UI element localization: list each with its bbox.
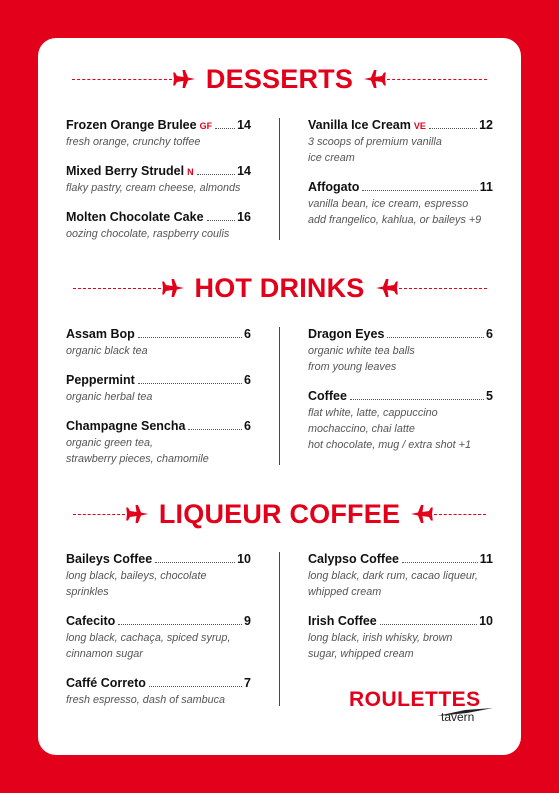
item-price: 6 bbox=[244, 419, 251, 433]
item-desc: hot chocolate, mug / extra shot +1 bbox=[308, 439, 471, 451]
dot-leader bbox=[429, 128, 477, 129]
menu-item bbox=[308, 118, 493, 166]
menu-item bbox=[66, 676, 251, 708]
menu-item bbox=[66, 118, 251, 150]
menu-item bbox=[308, 614, 493, 662]
item-desc: ice cream bbox=[308, 152, 355, 164]
airplane-icon bbox=[410, 502, 434, 526]
column-divider bbox=[279, 552, 280, 706]
liqueur-coffee-right-column bbox=[308, 552, 493, 676]
section-title-text: LIQUEUR COFFEE bbox=[158, 498, 401, 529]
dot-leader bbox=[149, 686, 242, 687]
item-desc: long black, baileys, chocolate bbox=[66, 570, 207, 582]
dot-leader bbox=[138, 337, 242, 338]
column-divider bbox=[279, 118, 280, 240]
menu-item bbox=[308, 389, 493, 453]
menu-item bbox=[66, 373, 251, 405]
desserts-right-column bbox=[308, 118, 493, 242]
menu-item bbox=[66, 164, 251, 196]
item-name: Baileys Coffee bbox=[66, 552, 153, 566]
item-price: 14 bbox=[237, 164, 251, 178]
dot-leader bbox=[197, 174, 236, 175]
logo-main-text: ROULETTES bbox=[349, 688, 481, 711]
item-name: Dragon Eyes bbox=[308, 327, 385, 341]
item-desc: fresh orange, crunchy toffee bbox=[66, 136, 201, 148]
item-desc: add frangelico, kahlua, or baileys +9 bbox=[308, 214, 482, 226]
item-price: 10 bbox=[237, 552, 251, 566]
liqueur-coffee-left-column bbox=[66, 552, 251, 722]
menu-item bbox=[66, 210, 251, 242]
column-divider bbox=[279, 327, 280, 465]
item-price: 6 bbox=[244, 327, 251, 341]
item-name: Peppermint bbox=[66, 373, 135, 387]
item-desc: long black, cachaça, spiced syrup, bbox=[66, 632, 231, 644]
item-name: Coffee bbox=[308, 389, 347, 403]
dashed-line bbox=[387, 79, 487, 80]
item-desc: fresh espresso, dash of sambuca bbox=[66, 694, 226, 706]
item-desc: cinnamon sugar bbox=[66, 648, 143, 660]
item-price: 12 bbox=[479, 118, 493, 132]
item-price: 5 bbox=[486, 389, 493, 403]
item-name: Mixed Berry Strudel bbox=[66, 164, 185, 178]
roulettes-tavern-logo bbox=[349, 688, 499, 730]
item-price: 7 bbox=[244, 676, 251, 690]
menu-item bbox=[66, 552, 251, 600]
item-price: 11 bbox=[479, 180, 493, 194]
dot-leader bbox=[155, 562, 235, 563]
airplane-icon bbox=[125, 502, 149, 526]
menu-item bbox=[308, 180, 493, 228]
item-name: Calypso Coffee bbox=[308, 552, 399, 566]
item-name: Vanilla Ice Cream bbox=[308, 118, 411, 132]
item-price: 10 bbox=[479, 614, 493, 628]
item-desc: sprinkles bbox=[66, 586, 109, 598]
menu-item bbox=[308, 327, 493, 375]
item-desc: 3 scoops of premium vanilla bbox=[308, 136, 442, 148]
airplane-icon bbox=[375, 276, 399, 300]
hot-drinks-left-column bbox=[66, 327, 251, 481]
item-desc: organic black tea bbox=[66, 345, 148, 357]
item-name: Champagne Sencha bbox=[66, 419, 186, 433]
dietary-tag: N bbox=[187, 167, 194, 177]
item-name: Frozen Orange Brulee bbox=[66, 118, 197, 132]
item-desc: long black, irish whisky, brown bbox=[308, 632, 453, 644]
item-name: Molten Chocolate Cake bbox=[66, 210, 204, 224]
item-price: 9 bbox=[244, 614, 251, 628]
dot-leader bbox=[350, 399, 484, 400]
dashed-line bbox=[73, 288, 161, 289]
desserts-left-column bbox=[66, 118, 251, 256]
section-title-text: HOT DRINKS bbox=[194, 272, 365, 303]
airplane-icon bbox=[172, 67, 196, 91]
dashed-line bbox=[399, 288, 487, 289]
item-desc: strawberry pieces, chamomile bbox=[66, 453, 209, 465]
item-name: Caffé Correto bbox=[66, 676, 146, 690]
dot-leader bbox=[138, 383, 242, 384]
item-name: Assam Bop bbox=[66, 327, 135, 341]
item-desc: organic herbal tea bbox=[66, 391, 153, 403]
section-title-text: DESSERTS bbox=[205, 63, 354, 94]
dot-leader bbox=[402, 562, 478, 563]
item-desc: flaky pastry, cream cheese, almonds bbox=[66, 182, 241, 194]
item-desc: organic white tea balls bbox=[308, 345, 415, 357]
dot-leader bbox=[362, 190, 477, 191]
dot-leader bbox=[118, 624, 242, 625]
section-title-desserts bbox=[38, 62, 521, 96]
menu-item bbox=[66, 419, 251, 467]
logo-sub-text: tavern bbox=[441, 710, 475, 724]
item-price: 11 bbox=[479, 552, 493, 566]
section-title-liqueur-coffee bbox=[38, 497, 521, 531]
item-desc: whipped cream bbox=[308, 586, 382, 598]
dot-leader bbox=[380, 624, 477, 625]
item-desc: mochaccino, chai latte bbox=[308, 423, 415, 435]
dashed-line bbox=[72, 79, 172, 80]
item-price: 14 bbox=[237, 118, 251, 132]
dietary-tag: GF bbox=[199, 121, 213, 131]
item-name: Irish Coffee bbox=[308, 614, 377, 628]
item-desc: vanilla bean, ice cream, espresso bbox=[308, 198, 469, 210]
menu-item bbox=[66, 614, 251, 662]
dot-leader bbox=[387, 337, 484, 338]
menu-card bbox=[38, 38, 521, 755]
airplane-icon bbox=[161, 276, 185, 300]
dietary-tag: VE bbox=[413, 121, 426, 131]
item-desc: oozing chocolate, raspberry coulis bbox=[66, 228, 230, 240]
hot-drinks-right-column bbox=[308, 327, 493, 467]
item-price: 16 bbox=[237, 210, 251, 224]
item-price: 6 bbox=[244, 373, 251, 387]
dot-leader bbox=[215, 128, 235, 129]
airplane-icon bbox=[363, 67, 387, 91]
item-price: 6 bbox=[486, 327, 493, 341]
item-name: Affogato bbox=[308, 180, 360, 194]
item-desc: flat white, latte, cappuccino bbox=[308, 407, 438, 419]
dashed-line bbox=[73, 514, 125, 515]
item-desc: sugar, whipped cream bbox=[308, 648, 414, 660]
item-name: Cafecito bbox=[66, 614, 116, 628]
item-desc: from young leaves bbox=[308, 361, 397, 373]
menu-item bbox=[66, 327, 251, 359]
dot-leader bbox=[207, 220, 236, 221]
dot-leader bbox=[188, 429, 242, 430]
menu-item bbox=[308, 552, 493, 600]
dashed-line bbox=[434, 514, 486, 515]
section-title-hot-drinks bbox=[38, 271, 521, 305]
item-desc: organic green tea, bbox=[66, 437, 154, 449]
item-desc: long black, dark rum, cacao liqueur, bbox=[308, 570, 478, 582]
